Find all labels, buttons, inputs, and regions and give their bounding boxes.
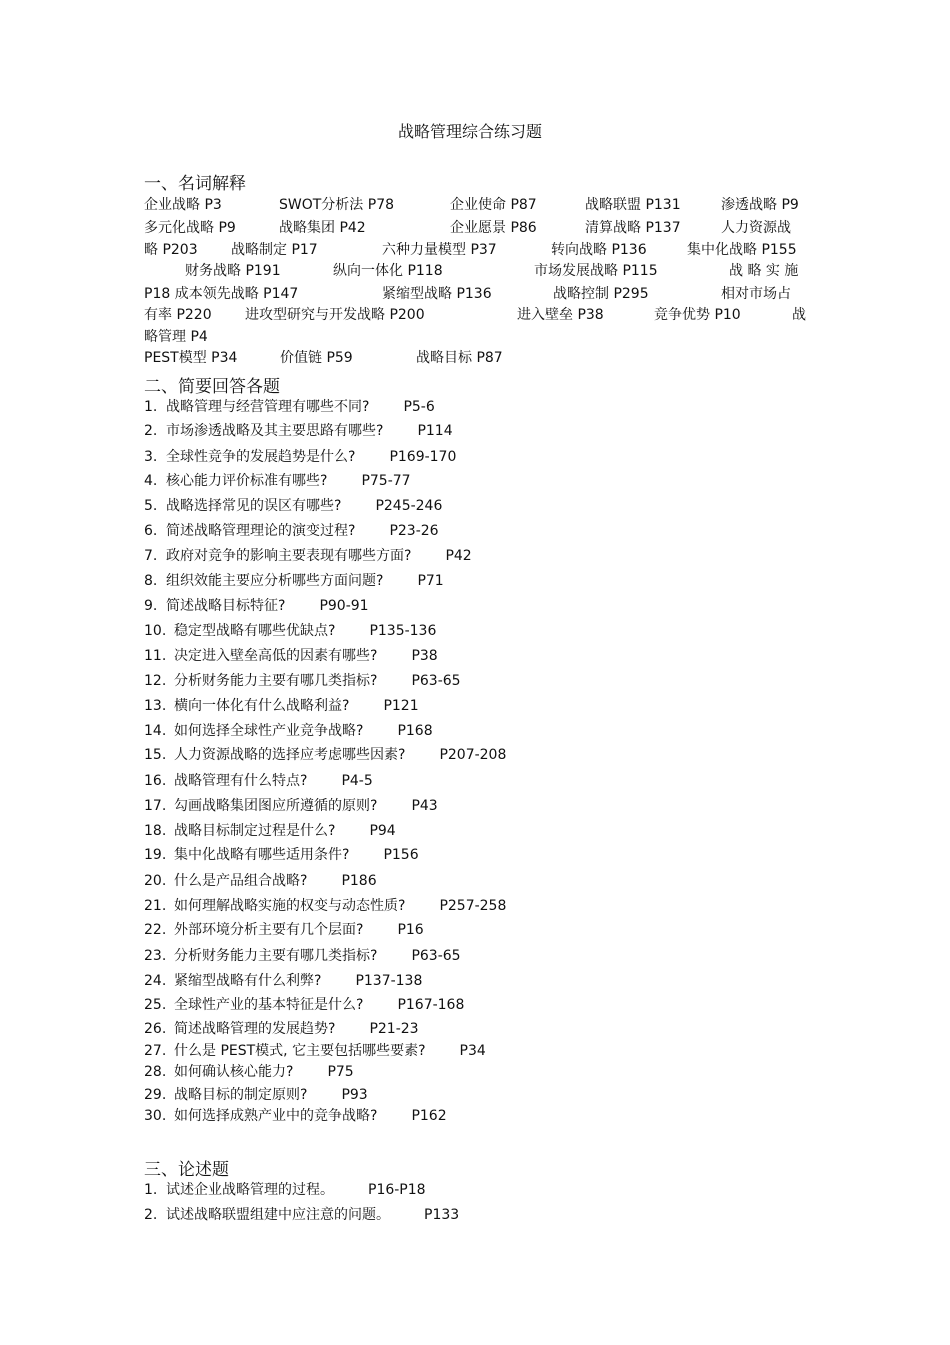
question-text: 人力资源战略的选择应考虑哪些因素?	[174, 747, 406, 763]
question-text: 核心能力评价标准有哪些?	[166, 473, 328, 489]
page-reference: P38	[411, 648, 438, 664]
section-heading-short-answers: 二、简要回答各题	[144, 377, 280, 397]
question-item	[144, 1020, 419, 1038]
page-reference: P135-136	[369, 623, 437, 639]
term-item: 略 P203	[144, 242, 198, 258]
page-reference: P75-77	[361, 473, 411, 489]
question-item	[144, 497, 442, 515]
term-item: 集中化战略 P155	[687, 242, 797, 258]
question-number: 22.	[144, 922, 167, 938]
page-reference: P162	[411, 1108, 447, 1124]
question-text: 简述战略管理的发展趋势?	[174, 1021, 336, 1037]
question-text: 紧缩型战略有什么利弊?	[174, 973, 322, 989]
page-reference: P168	[397, 723, 433, 739]
page-reference: P75	[327, 1064, 354, 1080]
question-text: 简述战略目标特征?	[166, 598, 286, 614]
page-reference: P257-258	[439, 898, 507, 914]
term-item: 六种力量模型 P37	[382, 242, 497, 258]
question-number: 13.	[144, 698, 167, 714]
question-number: 26.	[144, 1021, 167, 1037]
question-number: 28.	[144, 1064, 167, 1080]
page-reference: P114	[417, 423, 453, 439]
question-number: 9.	[144, 598, 158, 614]
page-reference: P133	[424, 1207, 460, 1223]
question-number: 4.	[144, 473, 158, 489]
essay-number: 2.	[144, 1207, 158, 1223]
question-text: 战略目标的制定原则?	[174, 1087, 308, 1103]
question-item	[144, 448, 456, 466]
question-number: 27.	[144, 1043, 167, 1059]
question-number: 24.	[144, 973, 167, 989]
question-number: 7.	[144, 548, 158, 564]
question-number: 12.	[144, 673, 167, 689]
term-item: 进攻型研究与开发战略 P200	[245, 307, 425, 323]
question-item	[144, 597, 369, 615]
page-reference: P42	[445, 548, 472, 564]
question-number: 18.	[144, 823, 167, 839]
question-number: 23.	[144, 948, 167, 964]
question-number: 21.	[144, 898, 167, 914]
term-item: 战略集团 P42	[279, 220, 366, 236]
question-item	[144, 547, 472, 565]
essay-text: 试述战略联盟组建中应注意的问题。	[166, 1207, 390, 1223]
essay-item	[144, 1206, 459, 1224]
term-item: 市场发展战略 P115	[534, 263, 658, 279]
term-item: 战略目标 P87	[416, 350, 503, 366]
essay-text: 试述企业战略管理的过程。	[166, 1182, 334, 1198]
question-item	[144, 472, 411, 490]
question-item	[144, 422, 453, 440]
question-item	[144, 996, 464, 1014]
page-reference: P43	[411, 798, 438, 814]
question-text: 分析财务能力主要有哪几类指标?	[174, 673, 378, 689]
term-item: 财务战略 P191	[185, 263, 281, 279]
question-item	[144, 921, 424, 939]
term-item: 人力资源战	[721, 220, 791, 236]
question-text: 外部环境分析主要有几个层面?	[174, 922, 364, 938]
question-text: 如何理解战略实施的权变与动态性质?	[174, 898, 406, 914]
question-item	[144, 1042, 486, 1060]
term-item: 略管理 P4	[144, 329, 208, 345]
question-number: 1.	[144, 399, 158, 415]
term-item: 企业愿景 P86	[450, 220, 537, 236]
question-item	[144, 797, 438, 815]
question-text: 简述战略管理理论的演变过程?	[166, 523, 356, 539]
question-item	[144, 1107, 447, 1125]
term-item: 纵向一体化 P118	[333, 263, 443, 279]
term-item: 多元化战略 P9	[144, 220, 236, 236]
term-item: 战略联盟 P131	[585, 197, 681, 213]
page-reference: P186	[341, 873, 377, 889]
question-number: 14.	[144, 723, 167, 739]
question-item	[144, 572, 444, 590]
question-text: 分析财务能力主要有哪几类指标?	[174, 948, 378, 964]
term-item: 竞争优势 P10	[654, 307, 741, 323]
question-number: 10.	[144, 623, 167, 639]
question-item	[144, 697, 419, 715]
question-text: 全球性竞争的发展趋势是什么?	[166, 449, 356, 465]
essay-item	[144, 1181, 426, 1199]
question-number: 6.	[144, 523, 158, 539]
term-item: P18 成本领先战略 P147	[144, 286, 299, 302]
page-reference: P207-208	[439, 747, 507, 763]
page-reference: P121	[383, 698, 419, 714]
question-item	[144, 746, 506, 764]
page-reference: P21-23	[369, 1021, 419, 1037]
question-text: 什么是 PEST模式, 它主要包括哪些要素?	[174, 1043, 426, 1059]
page-reference: P71	[417, 573, 444, 589]
question-item	[144, 872, 377, 890]
question-item	[144, 722, 433, 740]
question-number: 2.	[144, 423, 158, 439]
question-item	[144, 672, 461, 690]
question-text: 如何选择成熟产业中的竞争战略?	[174, 1108, 378, 1124]
term-item: 企业使命 P87	[450, 197, 537, 213]
term-item: 清算战略 P137	[585, 220, 681, 236]
page-reference: P16	[397, 922, 424, 938]
question-number: 17.	[144, 798, 167, 814]
term-item: 有率 P220	[144, 307, 212, 323]
page-reference: P93	[341, 1087, 368, 1103]
question-text: 决定进入壁垒高低的因素有哪些?	[174, 648, 378, 664]
term-item: SWOT分析法 P78	[279, 197, 395, 213]
page-reference: P34	[459, 1043, 486, 1059]
question-number: 8.	[144, 573, 158, 589]
question-text: 战略管理有什么特点?	[174, 773, 308, 789]
page-reference: P5-6	[403, 399, 435, 415]
question-text: 什么是产品组合战略?	[174, 873, 308, 889]
term-item: PEST模型 P34	[144, 350, 238, 366]
question-item	[144, 622, 436, 640]
question-item	[144, 822, 396, 840]
question-number: 30.	[144, 1108, 167, 1124]
question-number: 15.	[144, 747, 167, 763]
page-reference: P63-65	[411, 673, 461, 689]
question-text: 如何确认核心能力?	[174, 1064, 294, 1080]
page-reference: P137-138	[355, 973, 423, 989]
question-item	[144, 647, 438, 665]
question-number: 16.	[144, 773, 167, 789]
term-item: 企业战略 P3	[144, 197, 222, 213]
question-text: 战略管理与经营管理有哪些不同?	[166, 399, 370, 415]
page-reference: P156	[383, 847, 419, 863]
question-text: 勾画战略集团图应所遵循的原则?	[174, 798, 378, 814]
question-number: 5.	[144, 498, 158, 514]
term-item: 价值链 P59	[280, 350, 353, 366]
question-number: 29.	[144, 1087, 167, 1103]
page-reference: P90-91	[319, 598, 369, 614]
question-item	[144, 522, 439, 540]
question-item	[144, 846, 419, 864]
question-number: 11.	[144, 648, 167, 664]
question-text: 横向一体化有什么战略利益?	[174, 698, 350, 714]
page-reference: P94	[369, 823, 396, 839]
section-heading-essays: 三、论述题	[144, 1160, 229, 1180]
question-number: 19.	[144, 847, 167, 863]
term-item: 转向战略 P136	[551, 242, 647, 258]
document-title: 战略管理综合练习题	[397, 122, 542, 141]
question-text: 战略目标制定过程是什么?	[174, 823, 336, 839]
page-reference: P167-168	[397, 997, 465, 1013]
question-number: 20.	[144, 873, 167, 889]
question-text: 政府对竞争的影响主要表现有哪些方面?	[166, 548, 412, 564]
term-item: 相对市场占	[721, 286, 791, 302]
page-reference: P16-P18	[368, 1182, 426, 1198]
term-item: 战 略 实 施	[729, 263, 799, 279]
question-item	[144, 1063, 354, 1081]
page-reference: P23-26	[389, 523, 439, 539]
question-item	[144, 772, 373, 790]
question-item	[144, 972, 422, 990]
question-text: 组织效能主要应分析哪些方面问题?	[166, 573, 384, 589]
question-text: 稳定型战略有哪些优缺点?	[174, 623, 336, 639]
term-item: 战	[792, 307, 806, 323]
section-heading-terms: 一、名词解释	[144, 174, 246, 194]
question-text: 全球性产业的基本特征是什么?	[174, 997, 364, 1013]
question-item	[144, 1086, 368, 1104]
page-reference: P4-5	[341, 773, 373, 789]
question-number: 3.	[144, 449, 158, 465]
essay-number: 1.	[144, 1182, 158, 1198]
question-item	[144, 947, 461, 965]
term-item: 渗透战略 P9	[721, 197, 799, 213]
term-item: 战略控制 P295	[553, 286, 649, 302]
question-text: 如何选择全球性产业竞争战略?	[174, 723, 364, 739]
term-item: 战略制定 P17	[231, 242, 318, 258]
question-item	[144, 897, 506, 915]
page-reference: P169-170	[389, 449, 457, 465]
question-number: 25.	[144, 997, 167, 1013]
question-item	[144, 398, 435, 416]
term-item: 紧缩型战略 P136	[382, 286, 492, 302]
page-reference: P63-65	[411, 948, 461, 964]
term-item: 进入壁垒 P38	[517, 307, 604, 323]
question-text: 市场渗透战略及其主要思路有哪些?	[166, 423, 384, 439]
question-text: 战略选择常见的误区有哪些?	[166, 498, 342, 514]
question-text: 集中化战略有哪些适用条件?	[174, 847, 350, 863]
page-reference: P245-246	[375, 498, 443, 514]
